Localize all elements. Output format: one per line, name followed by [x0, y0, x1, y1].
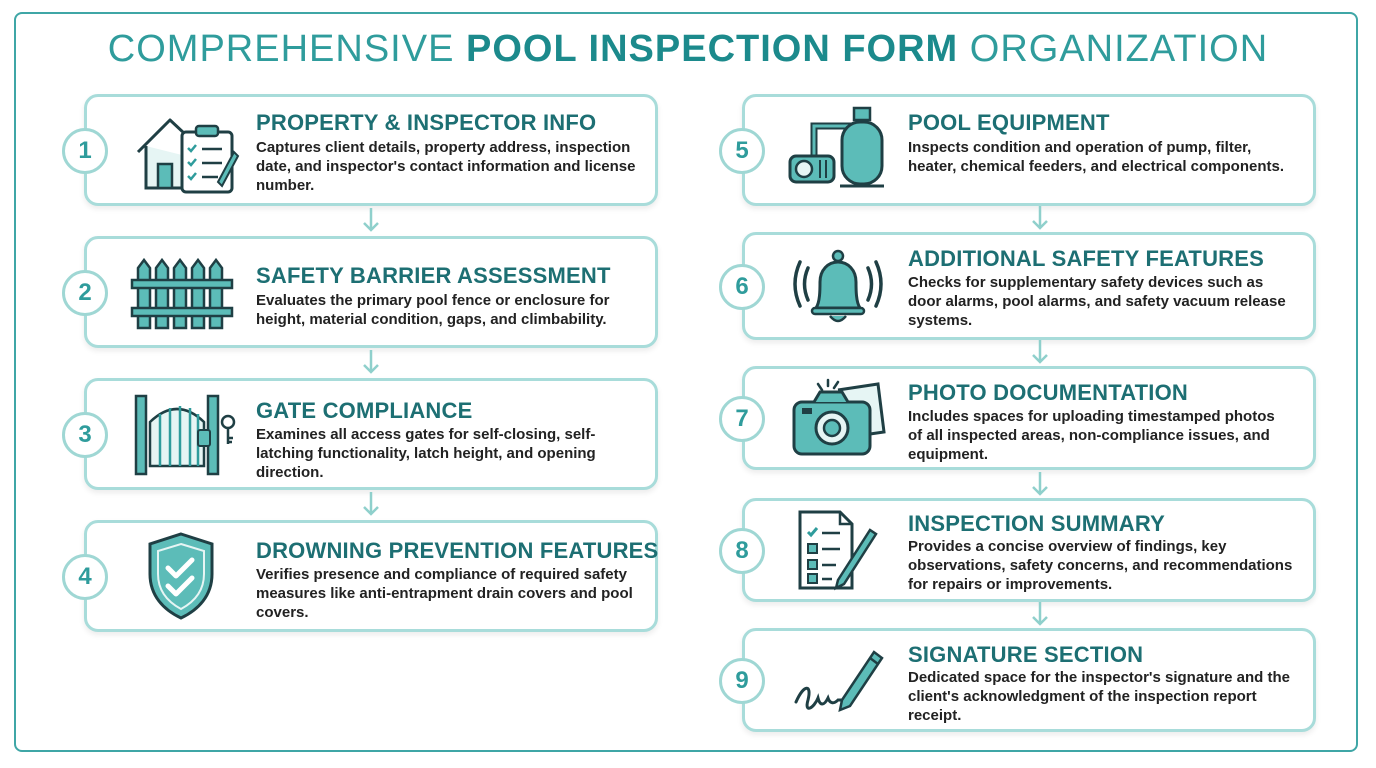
- step-number-7: 7: [719, 396, 765, 442]
- step-desc-4: Verifies presence and compliance of required safety measures like anti-entrapment drain covers and pool covers.: [256, 566, 633, 621]
- step-number-6: 6: [719, 264, 765, 310]
- step-desc-7: Includes spaces for uploading timestamped photos of all inspected areas, non-compliance issues, and equipment.: [908, 408, 1275, 463]
- shield-check-icon: [144, 530, 218, 622]
- camera-icon: [790, 376, 890, 460]
- step-title-4: DROWNING PREVENTION FEATURES: [256, 538, 659, 563]
- step-title-3: GATE COMPLIANCE: [256, 398, 473, 423]
- step-number-2: 2: [62, 270, 108, 316]
- arrow-down-icon: [1030, 602, 1050, 628]
- step-number-8: 8: [719, 528, 765, 574]
- step-desc-1: Captures client details, property address, inspection date, and inspector's contact information and license number.: [256, 139, 636, 194]
- arrow-down-icon: [361, 350, 381, 376]
- step-title-6: ADDITIONAL SAFETY FEATURES: [908, 246, 1264, 271]
- step-number-3: 3: [62, 412, 108, 458]
- arrow-down-icon: [361, 208, 381, 234]
- step-title-5: POOL EQUIPMENT: [908, 110, 1110, 135]
- house-clipboard-icon: [130, 108, 240, 194]
- pump-filter-icon: [784, 104, 894, 192]
- step-number-4: 4: [62, 554, 108, 600]
- step-title-8: INSPECTION SUMMARY: [908, 511, 1166, 536]
- page-title: COMPREHENSIVE POOL INSPECTION FORM ORGANIZATION: [107, 28, 1269, 70]
- step-desc-6: Checks for supplementary safety devices such as door alarms, pool alarms, and safety vacuum release systems.: [908, 274, 1286, 329]
- step-title-1: PROPERTY & INSPECTOR INFO: [256, 110, 597, 135]
- gate-lock-icon: [132, 392, 240, 478]
- fence-icon: [130, 254, 240, 332]
- step-desc-2: Evaluates the primary pool fence or enclosure for height, material condition, gaps, and climbability.: [256, 292, 610, 328]
- step-number-5: 5: [719, 128, 765, 174]
- step-desc-8: Provides a concise overview of findings, key observations, safety concerns, and recommendations for repairs or improvements.: [908, 538, 1293, 593]
- arrow-down-icon: [1030, 206, 1050, 232]
- step-desc-3: Examines all access gates for self-closing, self-latching functionality, latch height, and opening direction.: [256, 426, 596, 481]
- step-desc-5: Inspects condition and operation of pump, filter, heater, chemical feeders, and electrical components.: [908, 139, 1284, 175]
- arrow-down-icon: [1030, 340, 1050, 366]
- step-title-2: SAFETY BARRIER ASSESSMENT: [256, 263, 611, 288]
- step-desc-9: Dedicated space for the inspector's signature and the client's acknowledgment of the inspection report receipt.: [908, 669, 1290, 724]
- arrow-down-icon: [361, 492, 381, 518]
- signature-pen-icon: [790, 642, 890, 722]
- step-number-9: 9: [719, 658, 765, 704]
- arrow-down-icon: [1030, 472, 1050, 498]
- step-title-7: PHOTO DOCUMENTATION: [908, 380, 1189, 405]
- checklist-pen-icon: [796, 508, 880, 592]
- alarm-bell-icon: [786, 244, 890, 328]
- step-title-9: SIGNATURE SECTION: [908, 642, 1144, 667]
- step-number-1: 1: [62, 128, 108, 174]
